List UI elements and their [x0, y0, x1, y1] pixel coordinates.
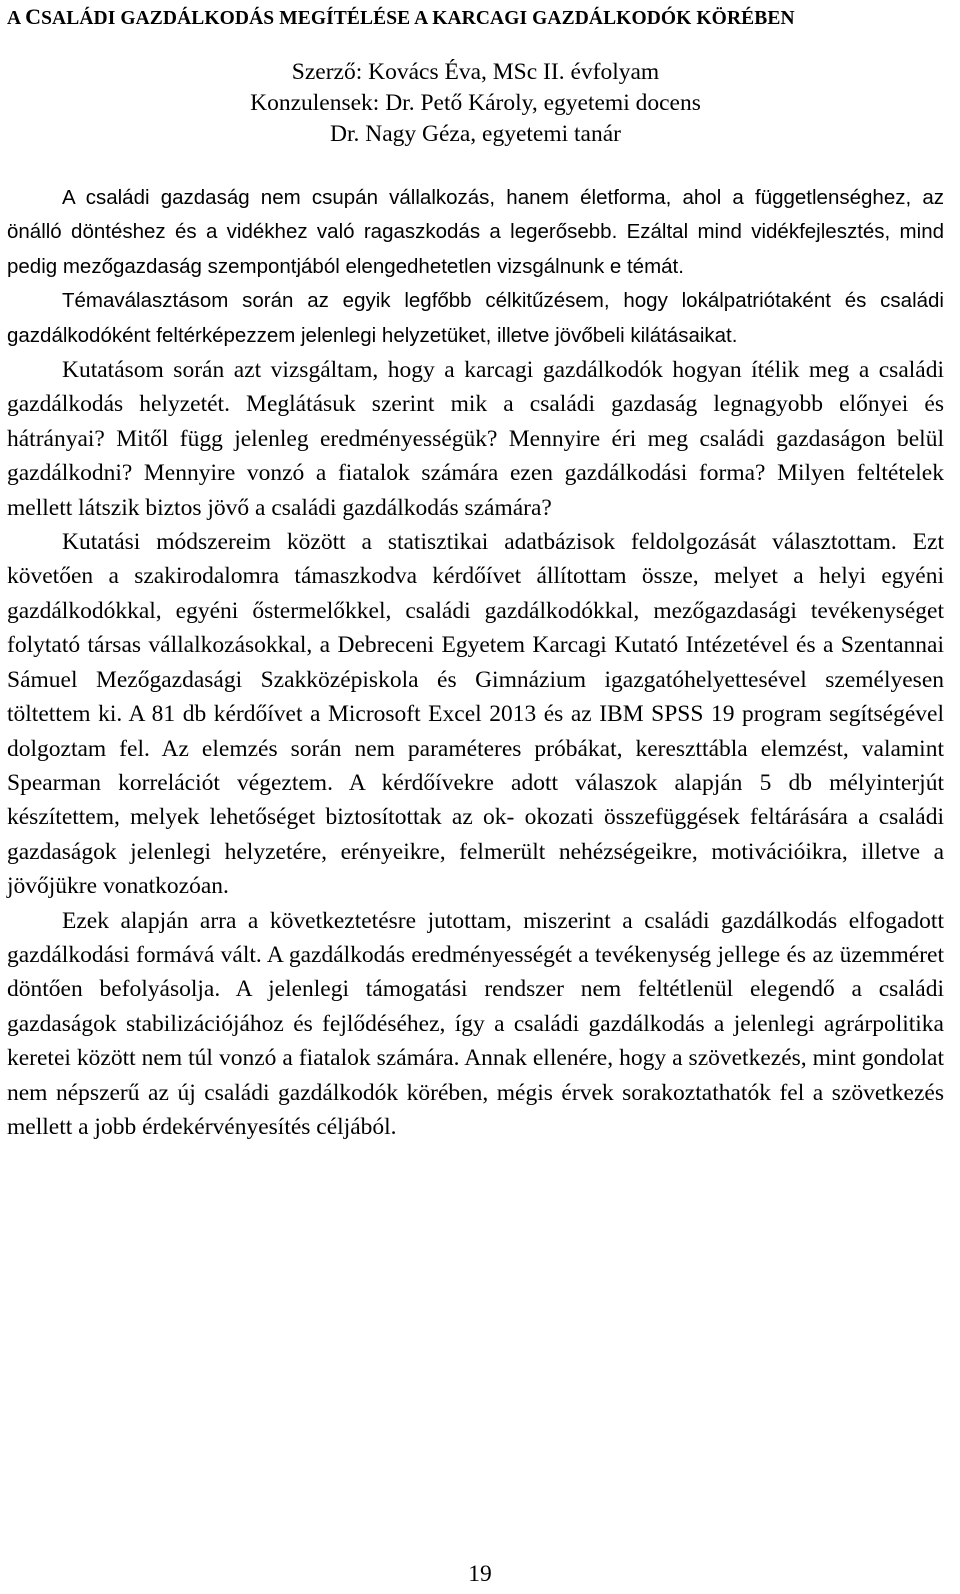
paragraph-research-questions: Kutatásom során azt vizsgáltam, hogy a karcagi gazdálkodók hogyan ítélik meg a családi gazdálkodás helyzetét. Meglátásuk szerint mik a családi gazdaság legnagyobb előnyei és hátrányai? Mitől függ jelenleg eredményességük? Mennyire éri meg családi gazdaságon belül gazdálkodni? Mennyire vonzó a fiatalok számára ezen gazdálkodási forma? Milyen feltételek mellett látszik biztos jövő a családi gazdálkodás számára?: [7, 357, 944, 521]
author-line: Szerző: Kovács Éva, MSc II. évfolyam: [291, 59, 660, 85]
consultants-line: Konzulensek: Dr. Pető Károly, egyetemi docens: [250, 90, 701, 116]
paragraph-intro: A családi gazdaság nem csupán vállalkozás, hanem életforma, ahol a függetlenséghez, az önálló döntéshez és a vidékhez való ragaszkodás a legerősebb. Ezáltal mind vidékfejlesztés, mind pedig mezőgazdaság szempontjából elengedhetetlen vizsgálnunk e témát.: [7, 186, 944, 278]
page-number: 19: [468, 1561, 492, 1587]
author-block: [7, 57, 944, 150]
title-rest: SALÁDI GAZDÁLKODÁS MEGÍTÉLÉSE A KARCAGI GAZDÁLKODÓK KÖRÉBEN: [41, 8, 795, 29]
paragraph-topic-choice: Témaválasztásom során az egyik legfőbb célkitűzésem, hogy lokálpatriótaként és családi gazdálkodóként feltérképezzem jelenlegi helyzetüket, illetve jövőbeli kilátásaikat.: [7, 289, 944, 347]
consultant-second-line: Dr. Nagy Géza, egyetemi tanár: [329, 121, 621, 147]
page: [7, 4, 944, 1144]
title-initial: A: [7, 8, 26, 29]
abstract-body: [7, 181, 944, 1144]
title-initial-capital: C: [25, 4, 42, 29]
paragraph-conclusions: Ezek alapján arra a következtetésre jutottam, miszerint a családi gazdálkodás elfogadott gazdálkodási formává vált. A gazdálkodás eredményességét a tevékenység jellege és az üzemméret döntően befolyásolja. A jelenlegi támogatási rendszer nem feltétlenül elegendő a családi gazdaságok stabilizációjához és fejlődéséhez, így a családi gazdálkodás a jelenlegi agrárpolitika keretei között nem túl vonzó a fiatalok számára. Annak ellenére, hogy a szövetkezés, mint gondolat nem népszerű az új családi gazdálkodók körében, mégis érvek sorakoztathatók fel a szövetkezés mellett a jobb érdekérvényesítés céljából.: [7, 907, 944, 1140]
paragraph-methods: Kutatási módszereim között a statisztikai adatbázisok feldolgozását választottam. Ezt követően a szakirodalomra támaszkodva kérdőívet állítottam össze, melyet a helyi egyéni gazdálkodókkal, egyéni őstermelőkkel, családi gazdálkodókkal, mezőgazdasági tevékenységet folytató társas vállalkozásokkal, a Debreceni Egyetem Karcagi Kutató Intézetével és a Szentannai Sámuel Mezőgazdasági Szakközépiskola és Gimnázium igazgatóhelyettesével személyesen töltettem ki. A 81 db kérdőívet a Microsoft Excel 2013 és az IBM SPSS 19 program segítségével dolgoztam fel. Az elemzés során nem paraméteres próbákat, kereszttábla elemzést, valamint Spearman korrelációt végeztem. A kérdőívekre adott válaszok alapján 5 db mélyinterjút készítettem, melyek lehetőséget biztosítottak az ok- okozati összefüggések feltárására a családi gazdaságok jelenlegi helyzetére, erényeikre, felmerült nehézségeikre, motivációikra, illetve a jövőjükre vonatkozóan.: [7, 529, 944, 900]
paper-title: [7, 4, 944, 32]
